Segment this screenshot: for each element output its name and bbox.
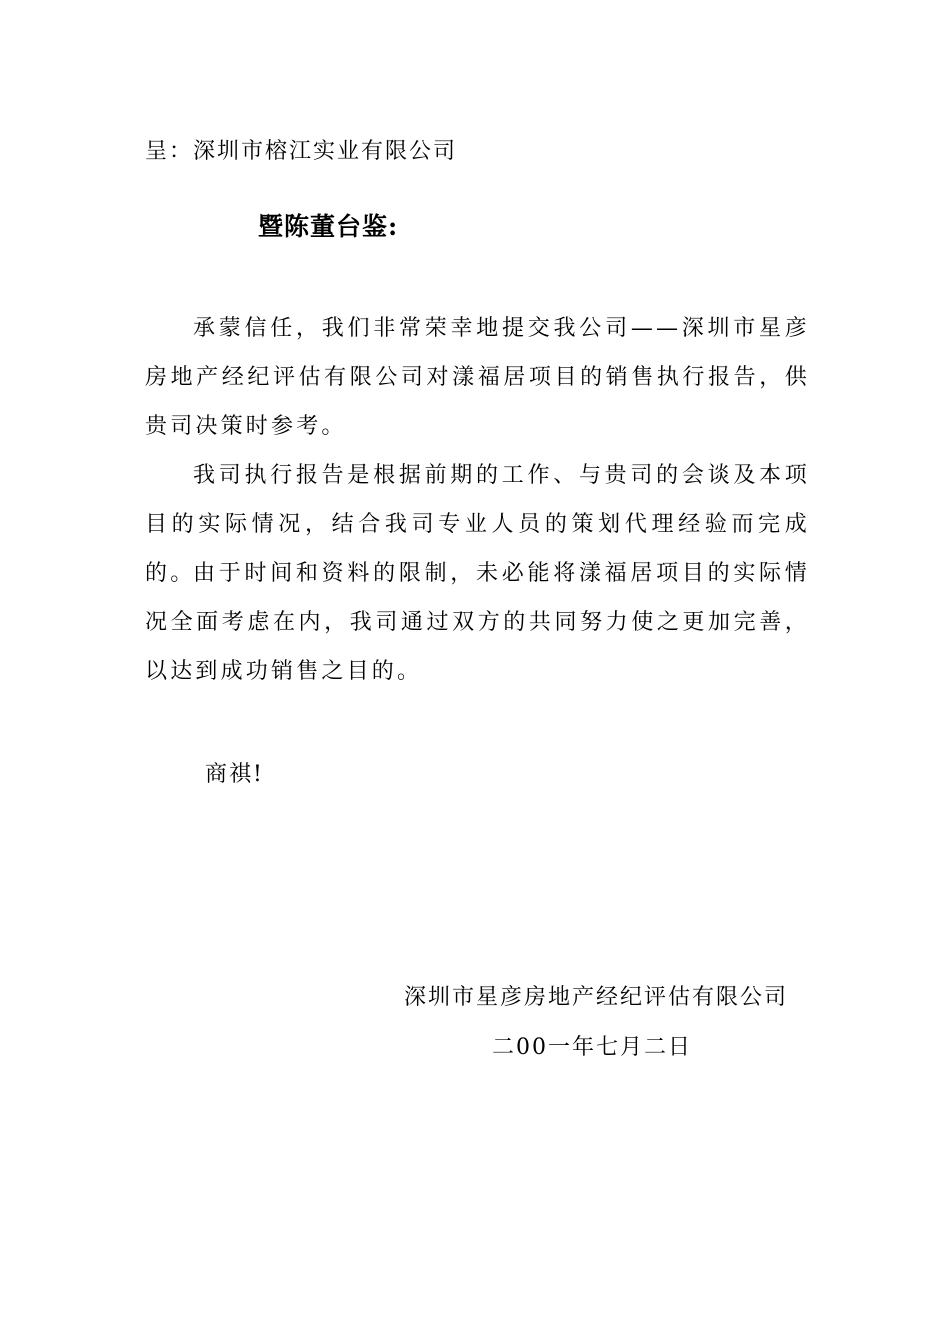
recipient-line: 呈：深圳市榕江实业有限公司: [145, 139, 458, 164]
paragraph-2: 我司执行报告是根据前期的工作、与贵司的会谈及本项目的实际情况，结合我司专业人员的策划代理经验而完成的。: [145, 463, 810, 586]
salutation-heading: 暨陈董台鉴:: [258, 212, 399, 241]
paragraph-3: 由于时间和资料的限制，未必能将漾福居项目的实际情况全面考虑在内，我司通过双方的共同努力使之更加完善，以达到成功销售之目的。: [145, 561, 810, 684]
paragraph-1: 承蒙信任，我们非常荣幸地提交我公司——深圳市星彦房地产经纪评估有限公司对漾福居项目的销售执行报告，供贵司决策时参考。: [145, 316, 810, 439]
signature-company: 深圳市星彦房地产经纪评估有限公司: [404, 985, 789, 1010]
signature-date: 二00一年七月二日: [492, 1035, 692, 1060]
closing-line: 商祺!: [205, 762, 264, 787]
